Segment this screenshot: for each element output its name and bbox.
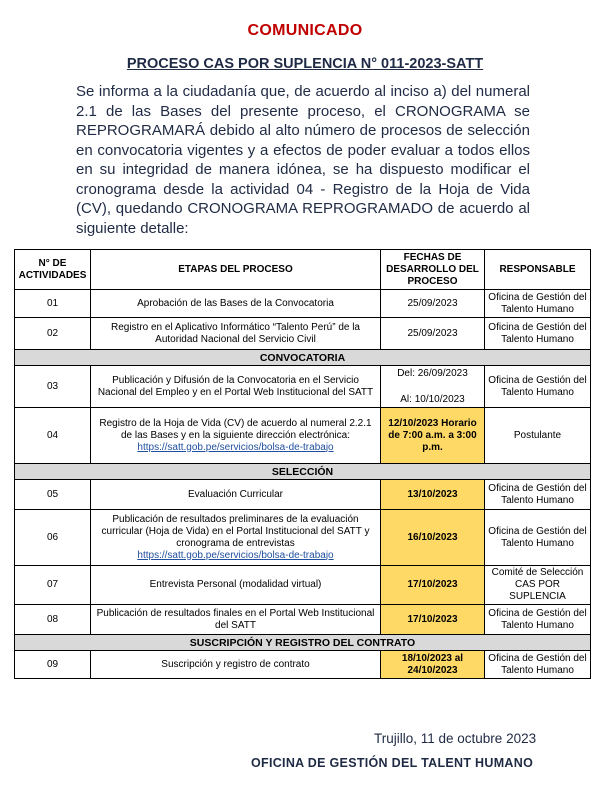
- activity-date: 13/10/2023: [381, 480, 485, 510]
- table-row: [15, 605, 591, 635]
- section-row: [15, 635, 591, 651]
- activity-date: 25/09/2023: [381, 318, 485, 350]
- activity-stage: Aprobación de las Bases de la Convocatoria: [91, 290, 381, 318]
- section-convocatoria: CONVOCATORIA: [15, 350, 591, 366]
- activity-stage-cell: [91, 510, 381, 566]
- activity-stage: Entrevista Personal (modalidad virtual): [91, 566, 381, 605]
- activity-responsible: Oficina de Gestión del Talento Humano: [485, 510, 591, 566]
- activity-number: 09: [15, 651, 91, 679]
- date-from: Del: 26/09/2023: [397, 367, 468, 379]
- activity-date: 17/10/2023: [381, 605, 485, 635]
- section-contrato: SUSCRIPCIÓN Y REGISTRO DEL CONTRATO: [15, 635, 591, 651]
- activity-date: 25/09/2023: [381, 290, 485, 318]
- activity-number: 07: [15, 566, 91, 605]
- activity-stage: Publicación y Difusión de la Convocatoria en el Servicio Nacional del Empleo y en el Portal Web Institucional del SATT: [91, 366, 381, 408]
- section-seleccion: SELECCIÓN: [15, 464, 591, 480]
- section-row: [15, 464, 591, 480]
- activity-responsible: Oficina de Gestión del Talento Humano: [485, 651, 591, 679]
- schedule-table: [14, 249, 591, 679]
- table-row: [15, 318, 591, 350]
- job-board-link[interactable]: https://satt.gob.pe/servicios/bolsa-de-trabajo: [137, 441, 334, 453]
- activity-stage: Suscripción y registro de contrato: [91, 651, 381, 679]
- table-row: [15, 566, 591, 605]
- date-to: Al: 10/10/2023: [400, 393, 465, 405]
- activity-date: 16/10/2023: [381, 510, 485, 566]
- activity-number: 08: [15, 605, 91, 635]
- activity-responsible: Oficina de Gestión del Talento Humano: [485, 290, 591, 318]
- table-row: [15, 510, 591, 566]
- activity-responsible: Postulante: [485, 408, 591, 464]
- activity-number: 05: [15, 480, 91, 510]
- table-row: [15, 366, 591, 408]
- activity-stage: Registro de la Hoja de Vida (CV) de acuerdo al numeral 2.2.1 de las Bases y en la siguiente dirección electrónica:: [99, 417, 372, 441]
- activity-stage: Publicación de resultados finales en el Portal Web Institucional del SATT: [91, 605, 381, 635]
- activity-stage: Publicación de resultados preliminares de la evaluación curricular (Hoja de Vida) en el Portal Institucional del SATT y cronograma de entrevistas: [101, 513, 370, 549]
- footer-office-signature: OFICINA DE GESTIÓN DEL TALENT HUMANO: [251, 756, 534, 770]
- activity-number: 01: [15, 290, 91, 318]
- header-activity-number: N° DE ACTIVIDADES: [15, 250, 91, 290]
- activity-responsible: Comité de Selección CAS POR SUPLENCIA: [485, 566, 591, 605]
- activity-responsible: Oficina de Gestión del Talento Humano: [485, 480, 591, 510]
- activity-number: 04: [15, 408, 91, 464]
- table-row: [15, 290, 591, 318]
- table-row: [15, 408, 591, 464]
- table-header-row: [15, 250, 591, 290]
- header-responsible: RESPONSABLE: [485, 250, 591, 290]
- activity-number: 02: [15, 318, 91, 350]
- activity-stage-cell: [91, 408, 381, 464]
- activity-date: 12/10/2023 Horario de 7:00 a.m. a 3:00 p.m.: [381, 408, 485, 464]
- footer-date: Trujillo, 11 de octubre 2023: [374, 731, 537, 746]
- activity-responsible: Oficina de Gestión del Talento Humano: [485, 318, 591, 350]
- activity-responsible: Oficina de Gestión del Talento Humano: [485, 605, 591, 635]
- activity-stage: Evaluación Curricular: [91, 480, 381, 510]
- table-row: [15, 480, 591, 510]
- activity-number: 06: [15, 510, 91, 566]
- document-title: COMUNICADO: [247, 22, 363, 39]
- intro-paragraph: Se informa a la ciudadanía que, de acuerdo al inciso a) del numeral 2.1 de las Bases del presente proceso, el CRONOGRAMA se REPROGRAMARÁ debido al alto número de procesos de selección en convocatoria vigentes y a efectos de poder evaluar a todos ellos en su integridad de manera idónea, se ha dispuesto modificar el cronograma desde la actividad 04 - Registro de la Hoja de Vida (CV), quedando CRONOGRAMA REPROGRAMADO de acuerdo al siguiente detalle:: [76, 83, 530, 237]
- section-row: [15, 350, 591, 366]
- document-subtitle: PROCESO CAS POR SUPLENCIA N° 011-2023-SATT: [126, 56, 484, 72]
- activity-number: 03: [15, 366, 91, 408]
- activity-stage: Registro en el Aplicativo Informático “Talento Perú” de la Autoridad Nacional del Servicio Civil: [91, 318, 381, 350]
- activity-date-range: [381, 366, 485, 408]
- header-dates: FECHAS DE DESARROLLO DEL PROCESO: [381, 250, 485, 290]
- activity-date: 18/10/2023 al 24/10/2023: [381, 651, 485, 679]
- job-board-link[interactable]: https://satt.gob.pe/servicios/bolsa-de-trabajo: [137, 549, 334, 561]
- header-process-stage: ETAPAS DEL PROCESO: [91, 250, 381, 290]
- table-row: [15, 651, 591, 679]
- activity-date: 17/10/2023: [381, 566, 485, 605]
- activity-responsible: Oficina de Gestión del Talento Humano: [485, 366, 591, 408]
